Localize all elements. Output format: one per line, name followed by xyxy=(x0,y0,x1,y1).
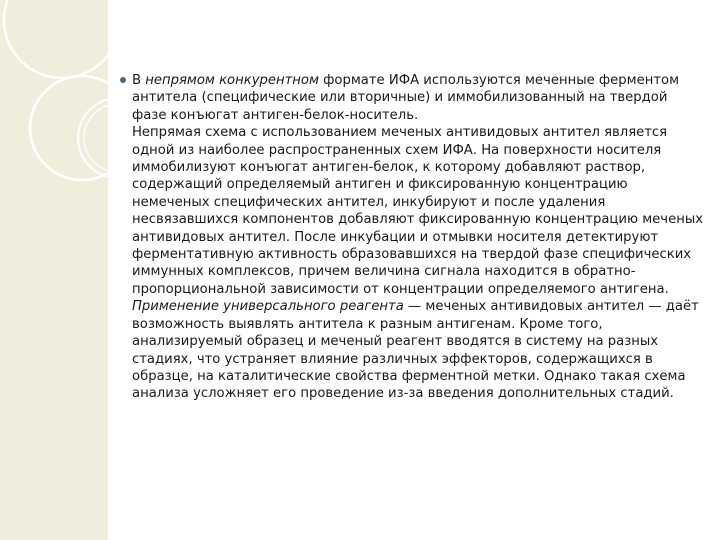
paragraph-1-emphasis: непрямом конкурентном xyxy=(145,73,319,88)
deco-circle-medium xyxy=(30,76,134,180)
bullet-item xyxy=(120,72,706,403)
paragraph-1-prefix: В xyxy=(132,73,146,88)
bullet-body xyxy=(132,72,706,403)
deco-circle-large xyxy=(4,0,120,78)
paragraph-1-text: формате ИФА используются меченные ферментом антитела (специфические или вторичные) и иммобилизованный на твердой фазе конъюгат антиген-белок-носитель. xyxy=(132,73,680,123)
slide-content xyxy=(120,72,706,403)
paragraph-3-emphasis: Применение универсального реагента xyxy=(132,299,404,315)
paragraph-3-text: — меченых антивидовых антител — даёт возможность выявлять антитела к разным антигенам. Кроме того, анализируемый образец и меченый реагент вводятся в систему на разных стадиях, что устраняет влияние различных эффекторов, содержащихся в образце, на каталитические свойства ферментной метки. Однако такая схема анализа усложняет его проведение из-за введения дополнительных стадий. xyxy=(132,299,699,402)
paragraph-1 xyxy=(132,72,706,124)
paragraph-2: Непрямая схема с использованием меченых антивидовых антител является одной из наиболее распространенных схем ИФА. На поверхности носителя иммобилизуют конъюгат антиген-белок, к которому добавляют раствор, содержащий определяемый антиген и фиксированную концентрацию немеченых специфических антител, инкубируют и после удаления несвязавшихся компонентов добавляют фиксированную концентрацию меченых антивидовых антител. После инкубации и отмывки носителя детектируют ферментативную активность образовавшихся на твердой фазе специфических иммунных комплексов, причем величина сигнала находится в обратно-пропорциональной зависимости от концентрации определяемого антигена. xyxy=(132,125,704,297)
bullet-icon xyxy=(120,77,126,83)
paragraph-3 xyxy=(132,298,706,402)
